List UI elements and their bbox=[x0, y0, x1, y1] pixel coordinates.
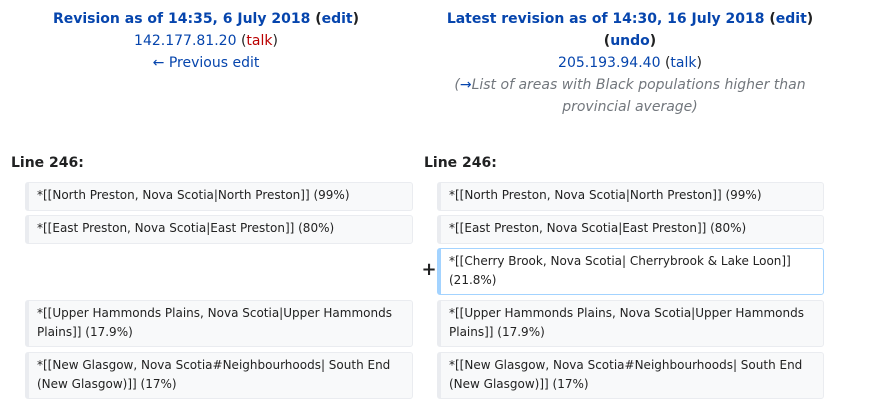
old-user-link[interactable]: 142.177.81.20 bbox=[134, 33, 237, 49]
edit-summary: (→List of areas with Black populations higher than provincial average) bbox=[454, 77, 806, 115]
old-revision-header bbox=[0, 8, 412, 74]
new-revision-header bbox=[424, 8, 836, 118]
old-talk-link[interactable]: talk bbox=[246, 33, 273, 49]
right-context-line: *[[New Glasgow, Nova Scotia#Neighbourhoods| South End (New Glasgow)]] (17%) bbox=[437, 352, 824, 399]
left-context-line: *[[North Preston, Nova Scotia|North Preston]] (99%) bbox=[25, 182, 413, 211]
right-line-number: Line 246: bbox=[424, 155, 497, 171]
new-edit-link[interactable]: edit bbox=[775, 11, 807, 27]
old-revision-user: 142.177.81.20 (talk) bbox=[134, 33, 278, 49]
right-context-line: *[[Upper Hammonds Plains, Nova Scotia|Upper Hammonds Plains]] (17.9%) bbox=[437, 300, 824, 347]
new-revision-link[interactable]: Latest revision as of 14:30, 16 July 2018 bbox=[446, 11, 765, 27]
left-context-line: *[[Upper Hammonds Plains, Nova Scotia|Upper Hammonds Plains]] (17.9%) bbox=[25, 300, 413, 347]
new-revision-user: 205.193.94.40 (talk) bbox=[558, 55, 702, 71]
previous-edit-link[interactable]: ← Previous edit bbox=[152, 55, 260, 71]
added-line-marker: + bbox=[421, 259, 437, 280]
section-arrow-link[interactable]: → bbox=[459, 77, 472, 93]
old-revision-link[interactable]: Revision as of 14:35, 6 July 2018 bbox=[52, 11, 311, 27]
right-context-line: *[[North Preston, Nova Scotia|North Preston]] (99%) bbox=[437, 182, 824, 211]
left-context-line: *[[New Glasgow, Nova Scotia#Neighbourhoods| South End (New Glasgow)]] (17%) bbox=[25, 352, 413, 399]
edit-summary-text: List of areas with Black populations higher than provincial average bbox=[471, 77, 806, 115]
right-context-line: *[[East Preston, Nova Scotia|East Preston]] (80%) bbox=[437, 215, 824, 244]
left-context-line: *[[East Preston, Nova Scotia|East Preston]] (80%) bbox=[25, 215, 413, 244]
undo-link[interactable]: undo bbox=[610, 33, 650, 49]
old-revision-title: Revision as of 14:35, 6 July 2018 (edit) bbox=[52, 11, 360, 27]
undo-row: (undo) bbox=[603, 33, 657, 49]
old-edit-link[interactable]: edit bbox=[321, 11, 353, 27]
new-revision-title: Latest revision as of 14:30, 16 July 2018 (edit) bbox=[446, 11, 814, 27]
new-user-link[interactable]: 205.193.94.40 bbox=[558, 55, 661, 71]
left-line-number: Line 246: bbox=[11, 155, 84, 171]
new-talk-link[interactable]: talk bbox=[670, 55, 697, 71]
right-added-line: *[[Cherry Brook, Nova Scotia| Cherrybrook & Lake Loon]] (21.8%) bbox=[437, 248, 824, 295]
